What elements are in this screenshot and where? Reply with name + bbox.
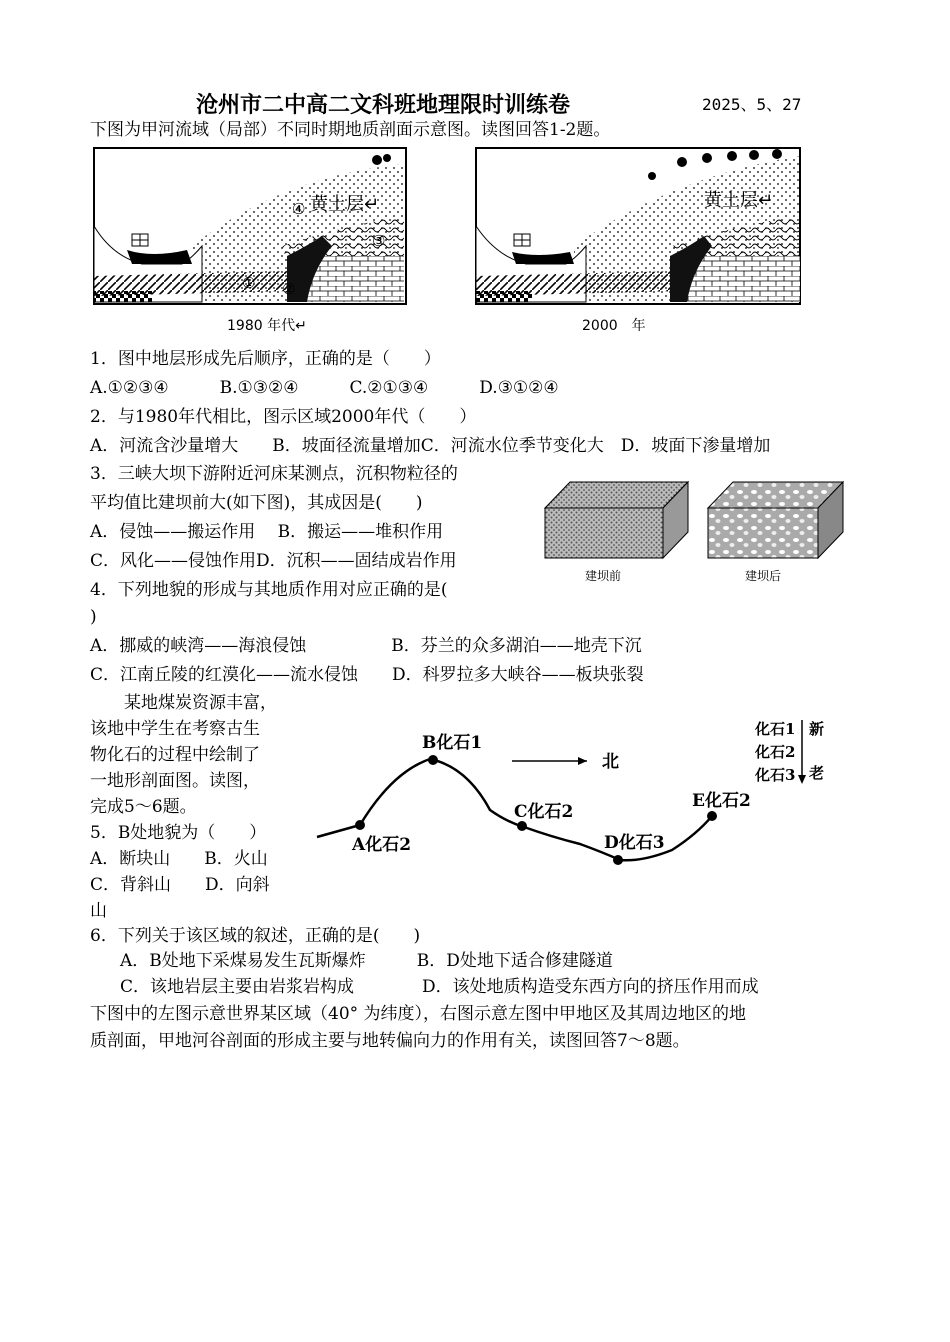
label-c: C化石2 [514,802,574,822]
intro-q1-2: 下图为甲河流域（局部）不同时期地质剖面示意图。读图回答1-2题。 [90,120,611,140]
marker-2: ② [282,280,296,298]
section-2000 [476,148,800,334]
q4-options-ab: A．挪威的峡湾——海浪侵蚀 B．芬兰的众多湖泊——地壳下沉 [90,636,642,656]
q3-stem-2: 平均值比建坝前大(如下图)，其成因是( ) [90,493,423,513]
q6-stem: 6．下列关于该区域的叙述，正确的是( ) [90,926,421,946]
q3-stem-1: 3．三峡大坝下游附近河床某测点，沉积物粒径的 [90,464,458,484]
q3-options-ab: A．侵蚀——搬运作用 B．搬运——堆积作用 [90,522,444,542]
q2-options: A．河流含沙量增大 B．坡面径流量增加C．河流水位季节变化大 D．坡面下渗量增加 [90,436,771,456]
q1-options: A.①②③④ B.①③②④ C.②①③④ D.③①②④ [90,378,559,398]
loess-label-right: 黄土层↵ [704,190,774,211]
intro5-line1: 某地煤炭资源丰富， [90,693,277,713]
fossil-legend [754,720,824,784]
block-before [545,482,688,583]
intro7-line2: 质剖面，甲地河谷剖面的形成主要与地转偏向力的作用有关，读图回答7～8题。 [90,1031,690,1051]
q2-stem: 2．与1980年代相比，图示区域2000年代（ ） [90,407,477,427]
legend-fossil-2: 化石2 [755,743,796,761]
block-after [708,482,843,583]
section-1980 [94,148,406,334]
q3-options-cd: C．风化——侵蚀作用D．沉积——固结成岩作用 [90,551,457,571]
q6-options-ab: A．B处地下采煤易发生瓦斯爆炸 B．D处地下适合修建隧道 [120,951,613,971]
label-a: A化石2 [352,835,412,855]
q4-stem-1: 4．下列地貌的形成与其地质作用对应正确的是( [90,580,448,600]
q4-stem-2: ) [90,607,97,627]
caption-2000: 2000 年 [582,318,646,334]
marker-1: ① [242,274,256,292]
legend-new: 新 [809,720,825,738]
label-d: D化石3 [604,833,665,853]
q5-stem: 5．B处地貌为（ ） [90,823,267,843]
page-title: 沧州市二中高二文科班地理限时训练卷 [196,93,571,118]
q5-options-cd: C．背斜山 D．向斜 [90,875,270,895]
loess-label-left: 黄土层↵ [310,194,380,215]
legend-fossil-1: 化石1 [755,720,796,738]
marker-4: ④ [292,200,306,218]
legend-old: 老 [809,764,825,782]
q5-options-cd-wrap: 山 [90,901,107,921]
intro7-line1: 下图中的左图示意世界某区域（40° 为纬度），右图示意左图中甲地区及其周边地区的地 [90,1004,747,1024]
sediment-figure [540,476,850,591]
geologic-section-figure [92,146,804,336]
intro5-line2: 该地中学生在考察古生 [90,719,260,739]
legend-fossil-3: 化石3 [755,766,796,784]
q6-options-cd: C．该地岩层主要由岩浆岩构成 D．该处地质构造受东西方向的挤压作用而成 [120,977,759,997]
intro5-line5: 完成5～6题。 [90,797,197,817]
caption-before-dam: 建坝前 [585,569,622,583]
intro5-line3: 物化石的过程中绘制了 [90,745,260,765]
marker-3: ③ [372,232,386,250]
terrain-profile-figure [312,712,842,877]
q1-stem: 1．图中地层形成先后顺序，正确的是（ ） [90,349,441,369]
exam-date: 2025、5、27 [702,95,802,114]
caption-1980: 1980 年代↵ [227,318,307,334]
intro5-line4: 一地形剖面图。读图， [90,771,260,791]
q5-options-ab: A．断块山 B．火山 [90,849,268,869]
caption-after-dam: 建坝后 [745,569,782,583]
north-label: 北 [602,752,619,772]
q4-options-cd: C．江南丘陵的红漠化——流水侵蚀 D．科罗拉多大峡谷——板块张裂 [90,665,644,685]
label-e: E化石2 [692,791,751,811]
label-b: B化石1 [422,733,483,753]
